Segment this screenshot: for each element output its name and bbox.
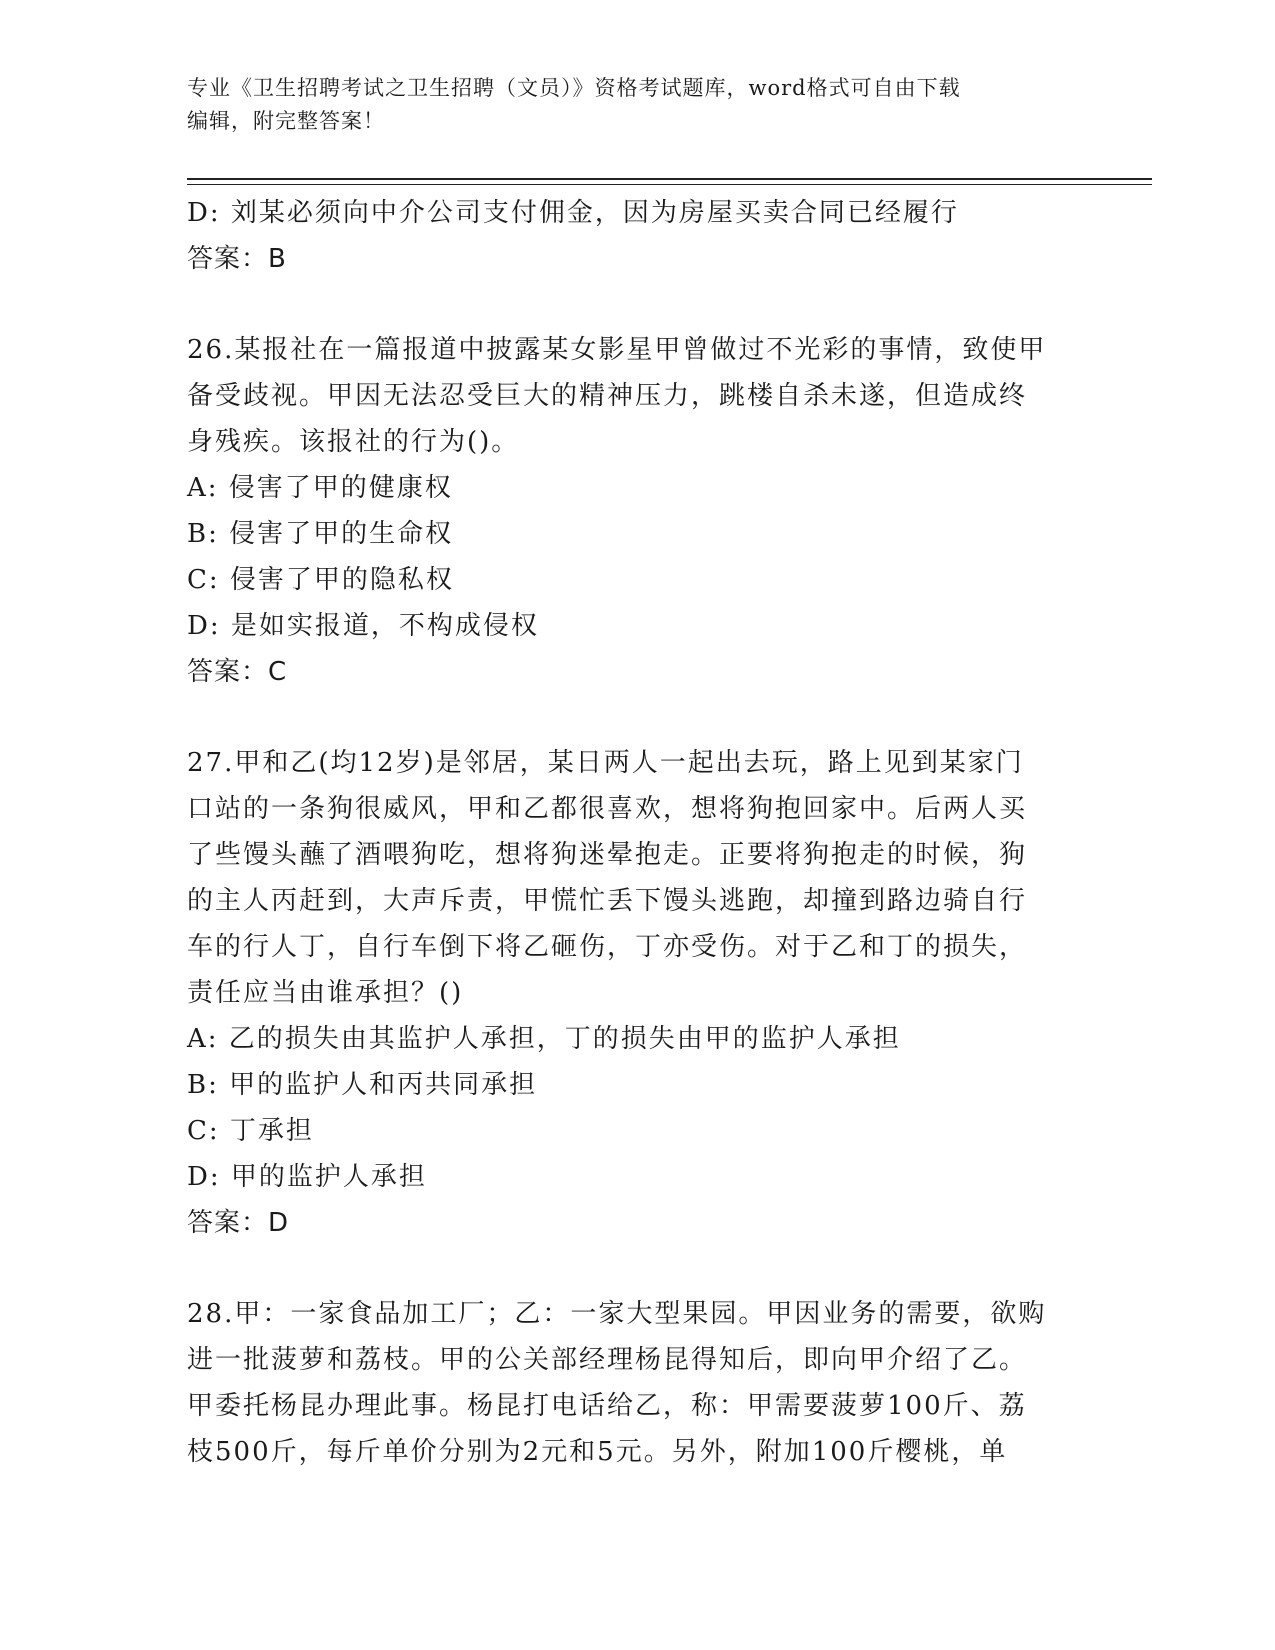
- option-b: B: 侵害了甲的生命权: [187, 519, 454, 549]
- question-stem-line: 的主人丙赶到，大声斥责，甲慌忙丢下馒头逃跑，却撞到路边骑自行: [187, 886, 1028, 916]
- option-a: A: 乙的损失由其监护人承担，丁的损失由甲的监护人承担: [187, 1024, 901, 1054]
- option-d: D: 刘某必须向中介公司支付佣金，因为房屋买卖合同已经履行: [187, 198, 959, 228]
- answer-line: 答案：B: [187, 244, 287, 274]
- question-stem-line: 甲委托杨昆办理此事。杨昆打电话给乙，称：甲需要菠萝100斤、荔: [187, 1391, 1027, 1421]
- header-line: 专业《卫生招聘考试之卫生招聘（文员）》资格考试题库，word格式可自由下载: [187, 76, 961, 100]
- question-stem-line: 26.某报社在一篇报道中披露某女影星甲曾做过不光彩的事情，致使甲: [187, 335, 1047, 365]
- answer-line: 答案：C: [187, 657, 288, 687]
- question-stem-line: 27.甲和乙(均12岁)是邻居，某日两人一起出去玩，路上见到某家门: [187, 748, 1024, 778]
- answer-line: 答案：D: [187, 1208, 290, 1238]
- option-c: C: 侵害了甲的隐私权: [187, 565, 454, 595]
- question-stem-line: 枝500斤，每斤单价分别为2元和5元。另外，附加100斤樱桃，单: [187, 1437, 1008, 1467]
- header-divider-thin: [187, 184, 1152, 185]
- header-line: 编辑，附完整答案！: [187, 109, 385, 133]
- option-d: D: 甲的监护人承担: [187, 1162, 427, 1192]
- question-stem-line: 了些馒头蘸了酒喂狗吃，想将狗迷晕抱走。正要将狗抱走的时候，狗: [187, 840, 1028, 870]
- option-b: B: 甲的监护人和丙共同承担: [187, 1070, 538, 1100]
- question-28: [187, 1291, 1087, 1475]
- option-d: D: 是如实报道，不构成侵权: [187, 611, 539, 641]
- question-27: [187, 740, 1087, 1246]
- header-divider-thick: [187, 178, 1152, 180]
- question-stem-line: 口站的一条狗很威风，甲和乙都很喜欢，想将狗抱回家中。后两人买: [187, 794, 1028, 824]
- question-stem-line: 进一批菠萝和荔枝。甲的公关部经理杨昆得知后，即向甲介绍了乙。: [187, 1345, 1028, 1375]
- document-header: [187, 72, 1067, 138]
- question-stem-line: 备受歧视。甲因无法忍受巨大的精神压力，跳楼自杀未遂，但造成终: [187, 381, 1028, 411]
- question-26: [187, 327, 1087, 695]
- option-a: A: 侵害了甲的健康权: [187, 473, 453, 503]
- question-stem-line: 28.甲：一家食品加工厂；乙：一家大型果园。甲因业务的需要，欲购: [187, 1299, 1047, 1329]
- question-stem-line: 车的行人丁，自行车倒下将乙砸伤，丁亦受伤。对于乙和丁的损失，: [187, 932, 1028, 962]
- question-stem-line: 身残疾。该报社的行为()。: [187, 427, 520, 457]
- previous-question-tail: [187, 190, 1087, 282]
- question-content: [187, 190, 1087, 1475]
- option-c: C: 丁承担: [187, 1116, 314, 1146]
- question-stem-line: 责任应当由谁承担？(): [187, 978, 464, 1008]
